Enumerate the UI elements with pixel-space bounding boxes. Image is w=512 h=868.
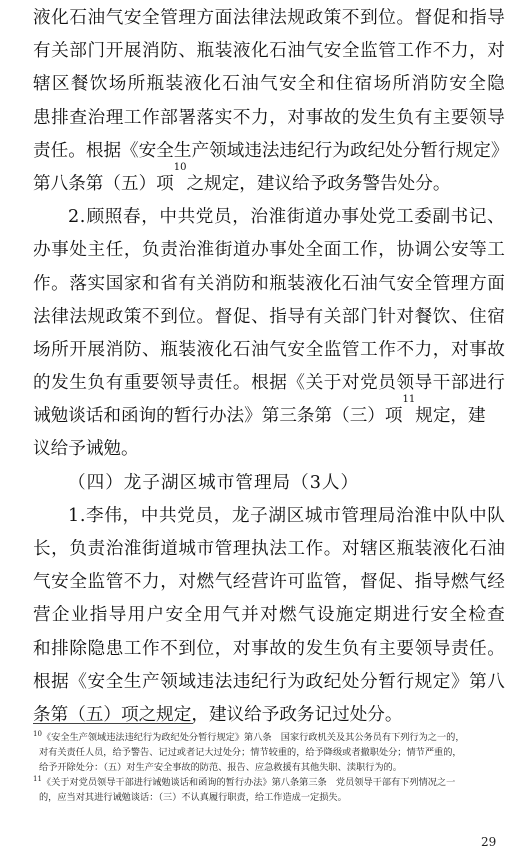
- text-line: [33, 68, 505, 101]
- text-line: [33, 201, 505, 234]
- text-line: [33, 135, 509, 168]
- text-run: 责 任 。 根 据 《 安 全 生 产 领 域 违 法 违 纪 行 为 政 纪 处 分 暂 行 规 定 》: [33, 140, 509, 161]
- text-line: [33, 102, 505, 135]
- text-run: 液 化 石 油 气 安 全 管 理 方 面 法 律 法 规 政 策 不 到 位 。 督 促 和 指 导: [33, 8, 505, 28]
- footnote-line: [33, 745, 503, 760]
- text-run: 场 所 开 展 消 防 、 瓶 装 液 化 石 油 气 安 全 监 管 工 作 不 力 ， 对 事 故: [33, 339, 505, 360]
- text-line: [33, 500, 505, 533]
- text-run: 和 排 除 隐 患 工 作 不 到 位 ， 对 事 故 的 发 生 负 有 主 要 领 导 责 任 。: [33, 638, 505, 659]
- text-run: 根 据 《 安 全 生 产 领 域 违 法 违 纪 行 为 政 纪 处 分 暂 行 规 定 》 第 八: [33, 671, 505, 692]
- text-run: 法 律 法 规 政 策 不 到 位 。 督 促 、 指 导 有 关 部 门 针 对 餐 饮 、 住 宿: [33, 306, 505, 327]
- text-line: [33, 268, 505, 301]
- text-line: [33, 35, 505, 68]
- text-run: 之规定，建议给予政务警告处分。: [186, 173, 451, 194]
- footnote-ref[interactable]: 10: [173, 161, 187, 173]
- text-line: [33, 234, 505, 267]
- text-line: [33, 161, 505, 201]
- text-run: 第八条第（五）项: [33, 173, 174, 194]
- text-line: [33, 334, 505, 367]
- text-run: 办 事 处 主 任 ， 负 责 治 淮 街 道 办 事 处 全 面 工 作 ， 协 调 公 安 等 工: [33, 240, 505, 261]
- text-line: [33, 433, 505, 466]
- text-line: [33, 367, 505, 400]
- footnote-text: 给予开除处分：（五）对生产安全事故的防范、报告、应急救援有其他失职、渎职行为的。: [39, 762, 402, 773]
- footnote-number: 11: [33, 774, 42, 783]
- text-line: [33, 666, 505, 699]
- text-run: 2 . 顾 照 春 ， 中 共 党 员 ， 治 淮 街 道 办 事 处 党 工 委 副 书 记 、: [68, 207, 505, 228]
- text-run: 营 企 业 指 导 用 户 安 全 用 气 并 对 燃 气 设 施 定 期 进 行 安 全 检 查: [33, 605, 505, 626]
- text-run: 有 关 部 门 开 展 消 防 、 瓶 装 液 化 石 油 气 安 全 监 管 工 作 不 力 ， 对: [33, 41, 505, 62]
- text-run: 1 . 李 伟 ， 中 共 党 员 ， 龙 子 湖 区 城 市 管 理 局 治 淮 中 队 中 队: [68, 505, 505, 526]
- text-line: [33, 301, 505, 334]
- text-run: 气 安 全 监 管 不 力 ， 对 燃 气 经 营 许 可 监 管 ， 督 促 、 指 导 燃 气 经: [33, 572, 505, 593]
- text-run: 条第（五）项之规定，建议给予政务记过处分。: [33, 704, 403, 725]
- text-run: 患 排 查 治 理 工 作 部 署 落 实 不 力 ， 对 事 故 的 发 生 负 有 主 要 领 导: [33, 107, 505, 128]
- body-text: [33, 2, 509, 732]
- footnote-number: 10: [33, 729, 42, 738]
- text-run: 作 。 落 实 国 家 和 省 有 关 消 防 和 瓶 装 液 化 石 油 气 安 全 管 理 方 面: [33, 273, 505, 294]
- text-line: [33, 699, 505, 732]
- footnote-text: 的，应当对其进行诫勉谈话：（三）不认真履行职责，给工作造成一定损失。: [39, 792, 347, 803]
- footnote-ref[interactable]: 11: [402, 394, 416, 406]
- footnotes: [33, 730, 503, 805]
- text-line: [33, 2, 505, 35]
- page-number: 29: [481, 835, 497, 849]
- text-run: 议给予诫勉。: [33, 439, 139, 460]
- text-run: 长 ， 负 责 治 淮 街 道 城 市 管 理 执 法 工 作 。 对 辖 区 瓶 装 液 化 石 油: [33, 539, 505, 559]
- text-run: 辖 区 餐 饮 场 所 瓶 装 液 化 石 油 气 安 全 和 住 宿 场 所 消 防 安 全 隐: [33, 74, 505, 95]
- footnote-line: [33, 790, 503, 805]
- text-run: 的 发 生 负 有 重 要 领 导 责 任 。 根 据 《 关 于 对 党 员 领 导 干 部 进 行: [33, 373, 505, 394]
- text-run: （四）龙子湖区城市管理局（3人）: [68, 472, 360, 493]
- section-heading: [33, 467, 505, 500]
- text-run: 规定，建: [415, 406, 486, 427]
- text-line: [33, 599, 505, 632]
- footnote-line: [33, 760, 503, 775]
- footnote-text: 对有关责任人员，给予警告、记过或者记大过处分；情节较重的，给予降级或者撤职处分；情节严重的，: [39, 747, 462, 758]
- footnote-text: 《安全生产领域违法违纪行为政纪处分暂行规定》第八条 国家行政机关及其公务员有下列行为之一的，: [41, 732, 465, 743]
- text-line: [33, 566, 505, 599]
- footnote-line: [33, 730, 503, 745]
- footnote-divider: [33, 723, 193, 724]
- text-line: [33, 533, 505, 566]
- footnote-text: 《关于对党员领导干部进行诫勉谈话和函询的暂行办法》第八条第三条 党员领导干部有下列情况之一: [41, 777, 456, 788]
- footnote-line: [33, 775, 503, 790]
- text-run: 诫勉谈话和函询的暂行办法》第三条第（三）项: [33, 406, 403, 427]
- text-line: [33, 633, 505, 666]
- text-line: [33, 394, 505, 433]
